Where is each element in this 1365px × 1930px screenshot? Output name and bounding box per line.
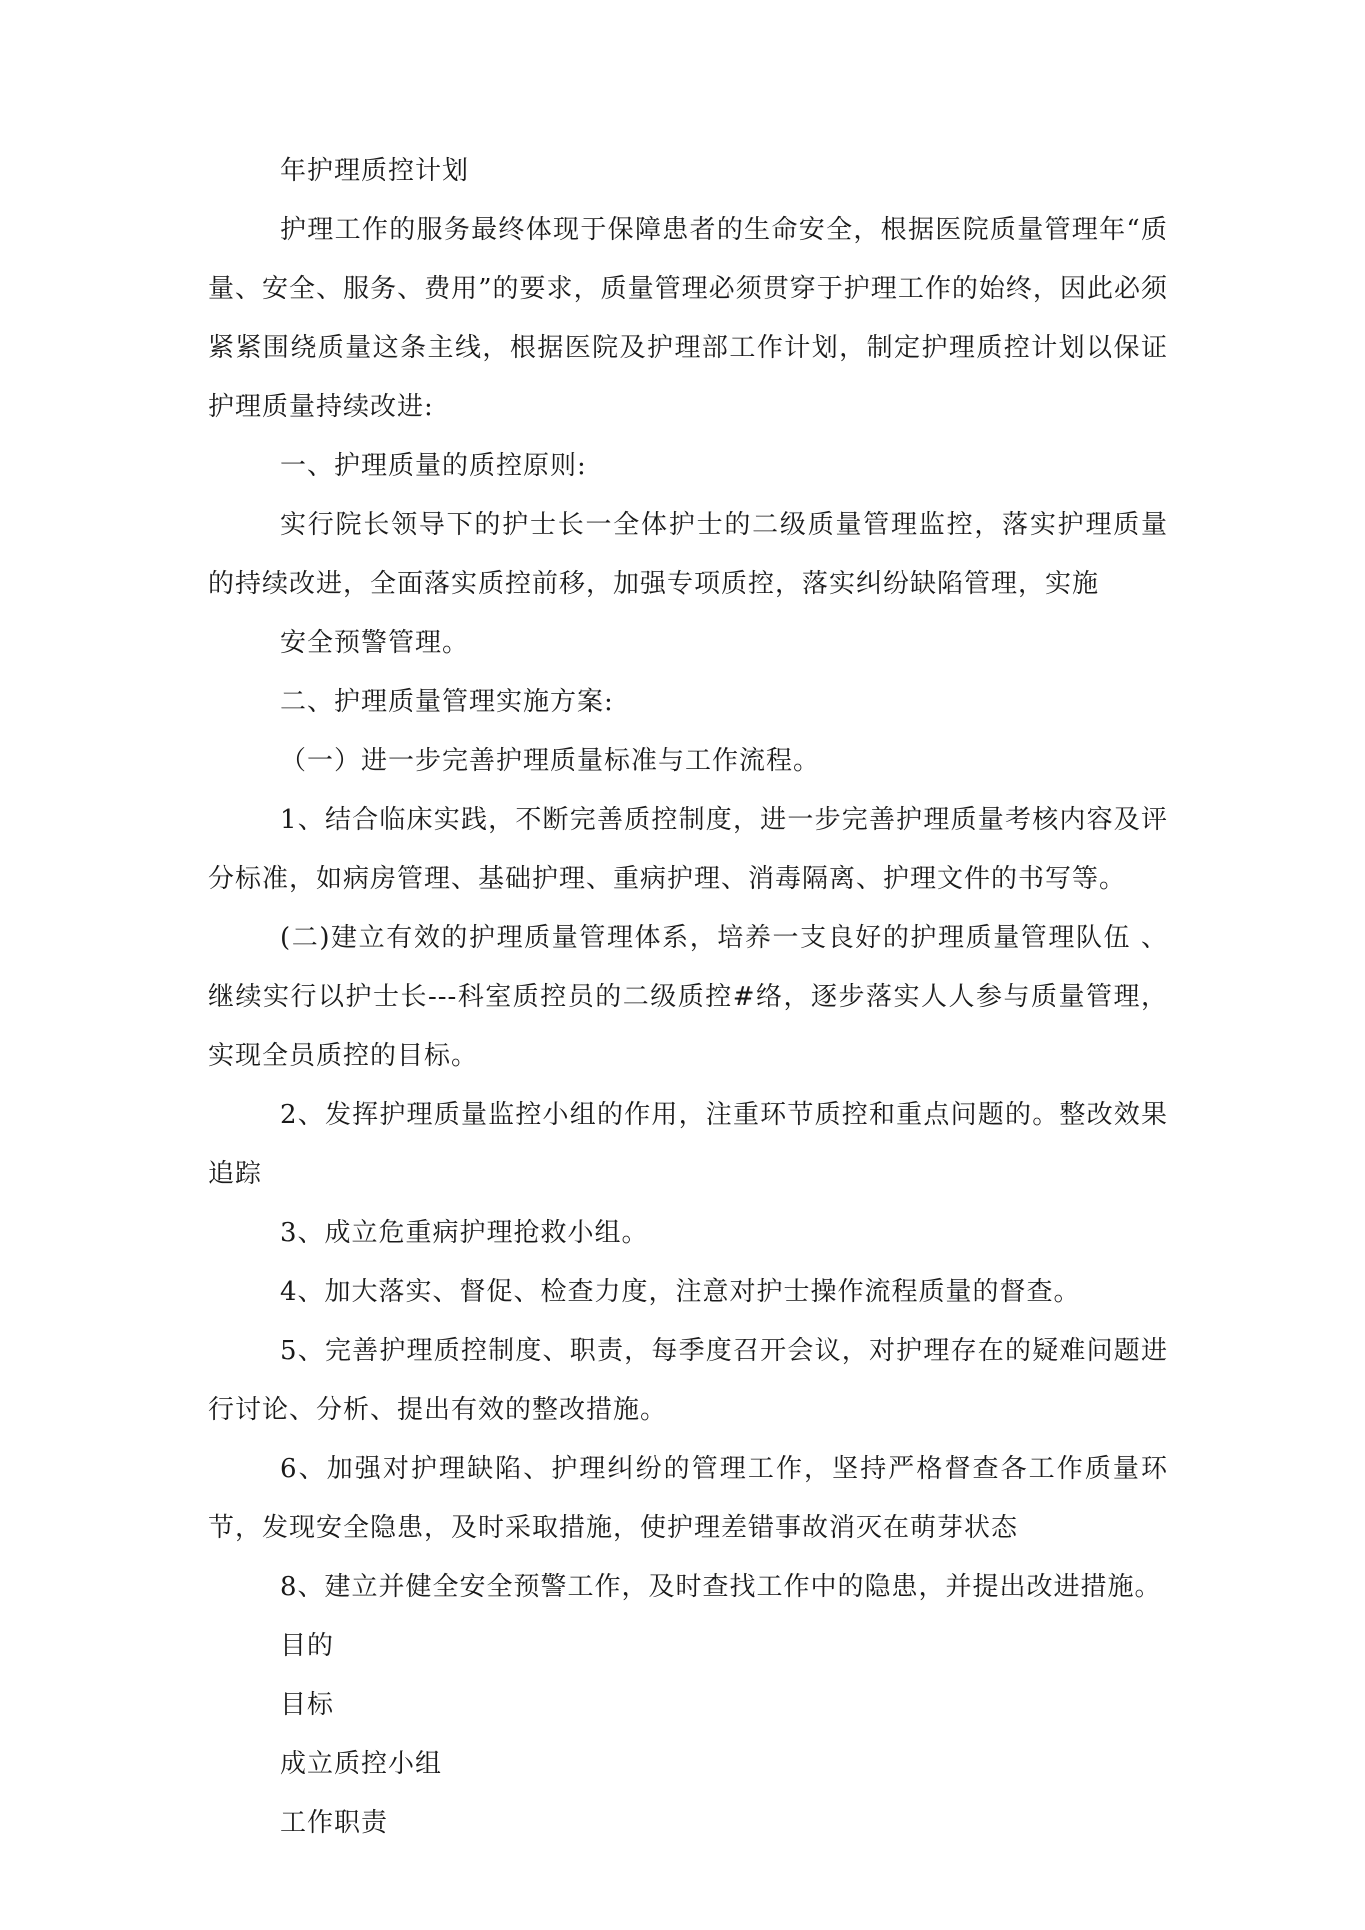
subheading-standards: （一）进一步完善护理质量标准与工作流程。 (280, 746, 821, 776)
heading-principles: 一、护理质量的质控原则: (280, 451, 587, 481)
item-2: 2、发挥护理质量监控小组的作用，注重环节质控和重点问题的。整改效果追踪 (208, 1100, 1168, 1189)
item-8: 8、建立并健全安全预警工作，及时查找工作中的隐患，并提出改进措施。 (280, 1572, 1162, 1602)
heading-implementation: 二、护理质量管理实施方案: (280, 687, 614, 717)
label-goal: 目标 (280, 1690, 335, 1720)
item-3: 3、成立危重病护理抢救小组。 (280, 1218, 649, 1248)
item-1: 1、结合临床实践，不断完善质控制度，进一步完善护理质量考核内容及评分标准，如病房管理、基础护理、重病护理、消毒隔离、护理文件的书写等。 (208, 805, 1168, 894)
paragraph-intro: 护理工作的服务最终体现于保障患者的生命安全，根据医院质量管理年“质量、安全、服务、费用”的要求，质量管理必须贯穿于护理工作的始终，因此必须紧紧围绕质量这条主线，根据医院及护理部工作计划，制定护理质控计划以保证护理质量持续改进: (208, 215, 1168, 422)
subheading-system: (二)建立有效的护理质量管理体系，培养一支良好的护理质量管理队伍 、继续实行以护士长---科室质控员的二级质控#络，逐步落实人人参与质量管理，实现全员质控的目标。 (208, 923, 1168, 1071)
document-title: 年护理质控计划 (280, 156, 470, 186)
label-duties: 工作职责 (280, 1808, 389, 1838)
label-qc-group: 成立质控小组 (280, 1749, 443, 1779)
item-6: 6、加强对护理缺陷、护理纠纷的管理工作，坚持严格督查各工作质量环节，发现安全隐患，及时采取措施，使护理差错事故消灭在萌芽状态 (208, 1454, 1168, 1543)
document-body (208, 142, 1168, 1853)
item-5: 5、完善护理质控制度、职责，每季度召开会议，对护理存在的疑难问题进行讨论、分析、提出有效的整改措施。 (208, 1336, 1168, 1425)
paragraph-principles: 实行院长领导下的护士长一全体护士的二级质量管理监控，落实护理质量的持续改进，全面落实质控前移，加强专项质控，落实纠纷缺陷管理，实施 (208, 510, 1168, 599)
item-4: 4、加大落实、督促、检查力度，注意对护士操作流程质量的督查。 (280, 1277, 1081, 1307)
label-purpose: 目的 (280, 1631, 335, 1661)
paragraph-principles-end: 安全预警管理。 (280, 628, 470, 658)
